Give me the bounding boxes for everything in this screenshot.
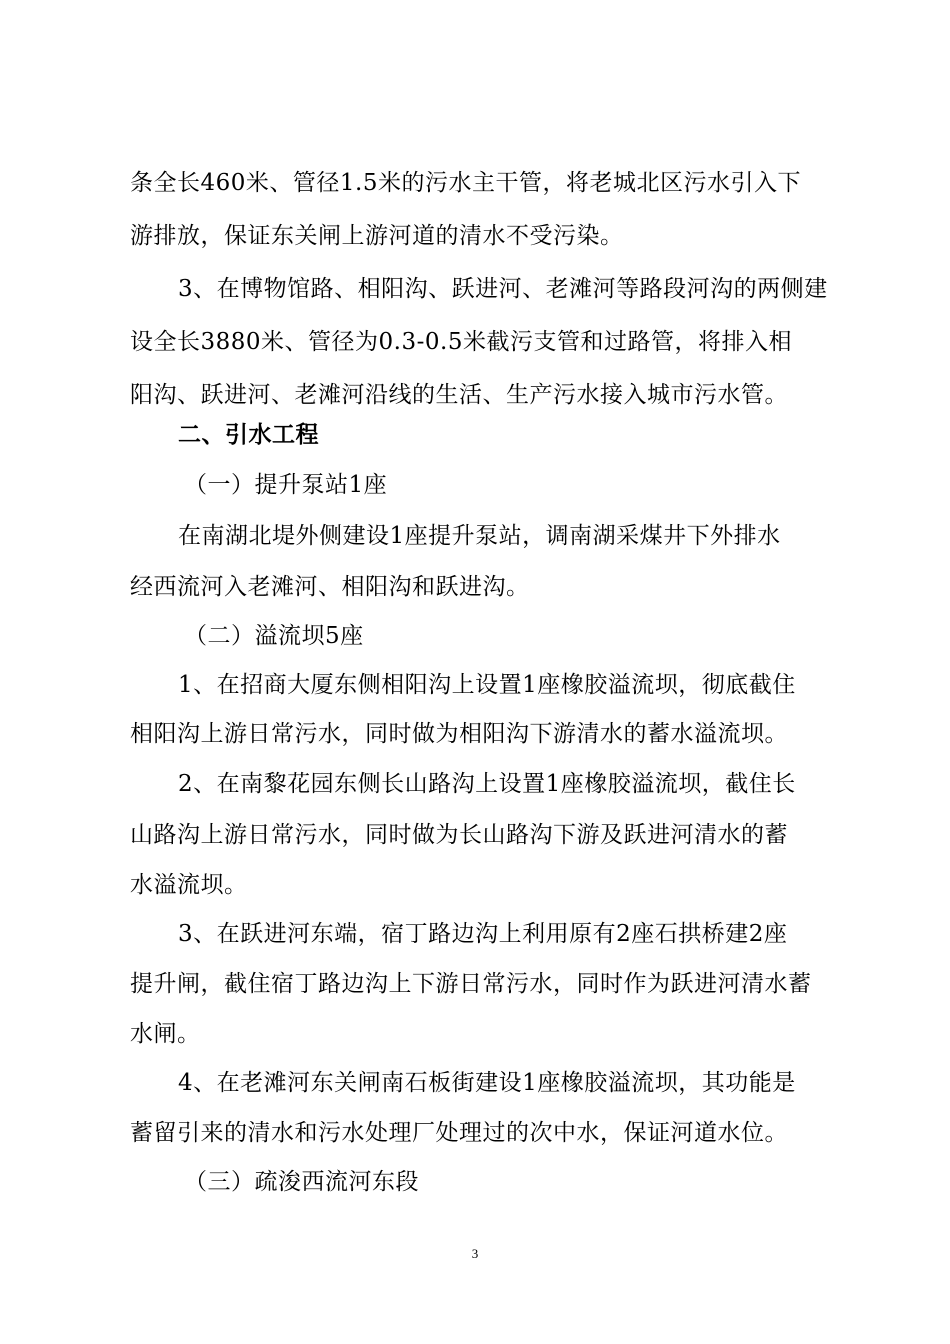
body-text-line: 游排放，保证东关闸上游河道的清水不受污染。 [130,223,624,249]
body-text-line: 水溢流坝。 [130,872,248,898]
body-text-line: 3、在跃进河东端，宿丁路边沟上利用原有2座石拱桥建2座 [178,921,788,947]
subsection-heading: （三）疏浚西流河东段 [184,1169,419,1195]
section-heading: 二、引水工程 [178,422,319,448]
body-text-line: 山路沟上游日常污水，同时做为长山路沟下游及跃进河清水的蓄 [130,822,788,848]
body-text-line: 阳沟、跃进河、老滩河沿线的生活、生产污水接入城市污水管。 [130,382,788,408]
body-text-line: 3、在博物馆路、相阳沟、跃进河、老滩河等路段河沟的两侧建 [178,276,828,302]
page-number: 3 [471,1246,479,1261]
body-text-line: 设全长3880米、管径为0.3-0.5米截污支管和过路管，将排入相 [130,329,792,355]
body-text-line: 1、在招商大厦东侧相阳沟上设置1座橡胶溢流坝，彻底截住 [178,672,796,698]
body-text-line: 提升闸，截住宿丁路边沟上下游日常污水，同时作为跃进河清水蓄 [130,971,812,997]
body-text-line: 相阳沟上游日常污水，同时做为相阳沟下游清水的蓄水溢流坝。 [130,721,788,747]
body-text-line: 2、在南黎花园东侧长山路沟上设置1座橡胶溢流坝，截住长 [178,771,796,797]
subsection-heading: （二）溢流坝5座 [184,623,364,649]
body-text-line: 条全长460米、管径1.5米的污水主干管，将老城北区污水引入下 [130,170,801,196]
subsection-heading: （一）提升泵站1座 [184,472,388,498]
body-text-line: 经西流河入老滩河、相阳沟和跃进沟。 [130,574,530,600]
body-text-line: 在南湖北堤外侧建设1座提升泵站，调南湖采煤井下外排水 [178,523,781,549]
body-text-line: 4、在老滩河东关闸南石板街建设1座橡胶溢流坝，其功能是 [178,1070,796,1096]
body-text-line: 蓄留引来的清水和污水处理厂处理过的次中水，保证河道水位。 [130,1120,788,1146]
body-text-line: 水闸。 [130,1021,201,1047]
